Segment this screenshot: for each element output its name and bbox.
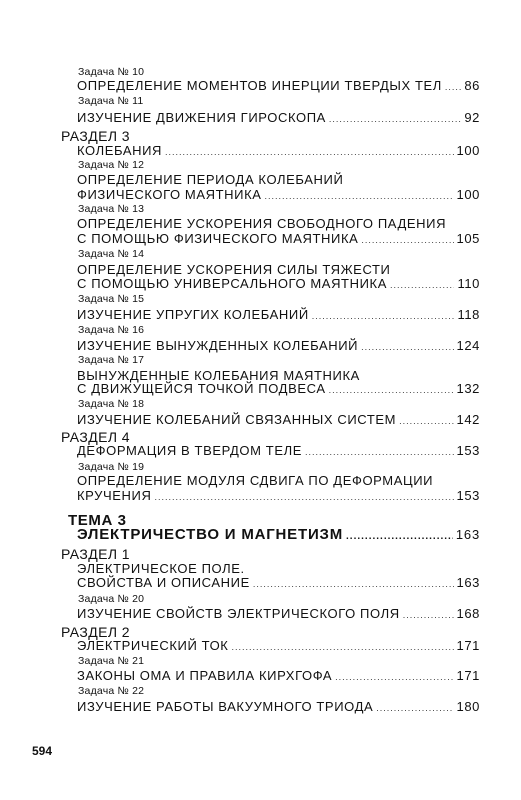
section-heading: РАЗДЕЛ 1 [61, 546, 130, 562]
entry-page-number: 168 [456, 606, 480, 621]
dot-leader [231, 642, 453, 652]
dot-leader [329, 114, 461, 124]
entry-page-number: 100 [456, 187, 480, 202]
toc-entry [77, 668, 480, 683]
entry-page-number: 153 [456, 488, 480, 503]
task-label: Задача № 14 [78, 248, 145, 260]
entry-title: КОЛЕБАНИЯ [77, 143, 163, 158]
toc-entry [77, 638, 480, 653]
entry-title: С ПОМОЩЬЮ УНИВЕРСАЛЬНОГО МАЯТНИКА [77, 276, 387, 291]
toc-entry [77, 338, 480, 353]
task-label: Задача № 16 [78, 324, 145, 336]
page-number: 594 [32, 744, 53, 758]
task-label: Задача № 12 [78, 159, 145, 171]
toc-entry: ОПРЕДЕЛЕНИЕ ПЕРИОДА КОЛЕБАНИЙ [77, 172, 344, 187]
toc-entry [77, 488, 480, 503]
entry-title: ФИЗИЧЕСКОГО МАЯТНИКА [77, 187, 262, 202]
dot-leader [376, 703, 453, 713]
entry-title: С ПОМОЩЬЮ ФИЗИЧЕСКОГО МАЯТНИКА [77, 231, 359, 246]
theme-heading: ТЕМА 3 [68, 512, 127, 529]
toc-entry [77, 699, 480, 714]
toc-entry [77, 443, 480, 458]
entry-page-number: 92 [464, 110, 480, 125]
entry-page-number: 100 [456, 143, 480, 158]
toc-entry [77, 307, 480, 322]
task-label: Задача № 22 [78, 685, 145, 697]
toc-entry [77, 606, 480, 621]
dot-leader [346, 531, 453, 542]
dot-leader [265, 191, 454, 201]
entry-title: ЭЛЕКТРИЧЕСТВО И МАГНЕТИЗМ [77, 526, 344, 543]
entry-page-number: 86 [464, 78, 480, 93]
toc-entry [77, 110, 480, 125]
dot-leader [445, 82, 461, 92]
entry-page-number: 171 [456, 668, 480, 683]
entry-title: ЭЛЕКТРИЧЕСКИЙ ТОК [77, 638, 229, 653]
toc-entry: ОПРЕДЕЛЕНИЕ УСКОРЕНИЯ СИЛЫ ТЯЖЕСТИ [77, 262, 391, 277]
toc-entry: ВЫНУЖДЕННЫЕ КОЛЕБАНИЯ МАЯТНИКА [77, 368, 360, 383]
toc-entry: ОПРЕДЕЛЕНИЕ МОДУЛЯ СДВИГА ПО ДЕФОРМАЦИИ [77, 473, 434, 488]
toc-entry [77, 526, 480, 543]
dot-leader [154, 492, 453, 502]
entry-page-number: 171 [456, 638, 480, 653]
entry-page-number: 142 [456, 412, 480, 427]
task-label: Задача № 19 [78, 461, 145, 473]
entry-page-number: 105 [456, 231, 480, 246]
entry-title: ИЗУЧЕНИЕ СВОЙСТВ ЭЛЕКТРИЧЕСКОГО ПОЛЯ [77, 606, 400, 621]
entry-title: С ДВИЖУЩЕЙСЯ ТОЧКОЙ ПОДВЕСА [77, 381, 326, 396]
task-label: Задача № 10 [78, 66, 145, 78]
entry-page-number: 118 [457, 307, 480, 322]
dot-leader [335, 672, 453, 682]
entry-title: ДЕФОРМАЦИЯ В ТВЕРДОМ ТЕЛЕ [77, 443, 302, 458]
section-heading: РАЗДЕЛ 3 [61, 128, 130, 144]
toc-entry [77, 78, 480, 93]
entry-page-number: 153 [456, 443, 480, 458]
entry-title: КРУЧЕНИЯ [77, 488, 152, 503]
entry-title: ИЗУЧЕНИЕ ВЫНУЖДЕННЫХ КОЛЕБАНИЙ [77, 338, 359, 353]
dot-leader [399, 416, 453, 426]
section-heading: РАЗДЕЛ 4 [61, 429, 130, 445]
entry-title: ИЗУЧЕНИЕ РАБОТЫ ВАКУУМНОГО ТРИОДА [77, 699, 374, 714]
entry-title: ОПРЕДЕЛЕНИЕ МОМЕНТОВ ИНЕРЦИИ ТВЕРДЫХ ТЕЛ [77, 78, 442, 93]
task-label: Задача № 20 [78, 593, 145, 605]
dot-leader [390, 280, 454, 290]
entry-page-number: 132 [456, 381, 480, 396]
dot-leader [165, 147, 453, 157]
entry-title: ЗАКОНЫ ОМА И ПРАВИЛА КИРХГОФА [77, 668, 333, 683]
task-label: Задача № 17 [78, 354, 145, 366]
entry-page-number: 180 [456, 699, 480, 714]
toc-entry: ЭЛЕКТРИЧЕСКОЕ ПОЛЕ. [77, 561, 245, 576]
entry-title: СВОЙСТВА И ОПИСАНИЕ [77, 575, 250, 590]
dot-leader [253, 579, 454, 589]
dot-leader [329, 385, 454, 395]
toc-entry [77, 231, 480, 246]
entry-page-number: 110 [457, 276, 480, 291]
toc-entry [77, 276, 480, 291]
dot-leader [403, 610, 454, 620]
task-label: Задача № 13 [78, 203, 145, 215]
task-label: Задача № 15 [78, 293, 145, 305]
entry-title: ИЗУЧЕНИЕ ДВИЖЕНИЯ ГИРОСКОПА [77, 110, 326, 125]
section-heading: РАЗДЕЛ 2 [61, 624, 130, 640]
task-label: Задача № 11 [78, 95, 144, 107]
dot-leader [305, 447, 454, 457]
entry-page-number: 124 [456, 338, 480, 353]
toc-entry [77, 381, 480, 396]
task-label: Задача № 18 [78, 398, 145, 410]
entry-page-number: 163 [455, 527, 480, 542]
dot-leader [312, 311, 455, 321]
toc-entry [77, 575, 480, 590]
entry-title: ИЗУЧЕНИЕ УПРУГИХ КОЛЕБАНИЙ [77, 307, 309, 322]
task-label: Задача № 21 [78, 655, 145, 667]
dot-leader [361, 235, 453, 245]
toc-entry [77, 412, 480, 427]
entry-title: ИЗУЧЕНИЕ КОЛЕБАНИЙ СВЯЗАННЫХ СИСТЕМ [77, 412, 397, 427]
toc-entry [77, 143, 480, 158]
entry-page-number: 163 [456, 575, 480, 590]
toc-entry: ОПРЕДЕЛЕНИЕ УСКОРЕНИЯ СВОБОДНОГО ПАДЕНИЯ [77, 216, 447, 231]
dot-leader [361, 342, 453, 352]
toc-entry [77, 187, 480, 202]
